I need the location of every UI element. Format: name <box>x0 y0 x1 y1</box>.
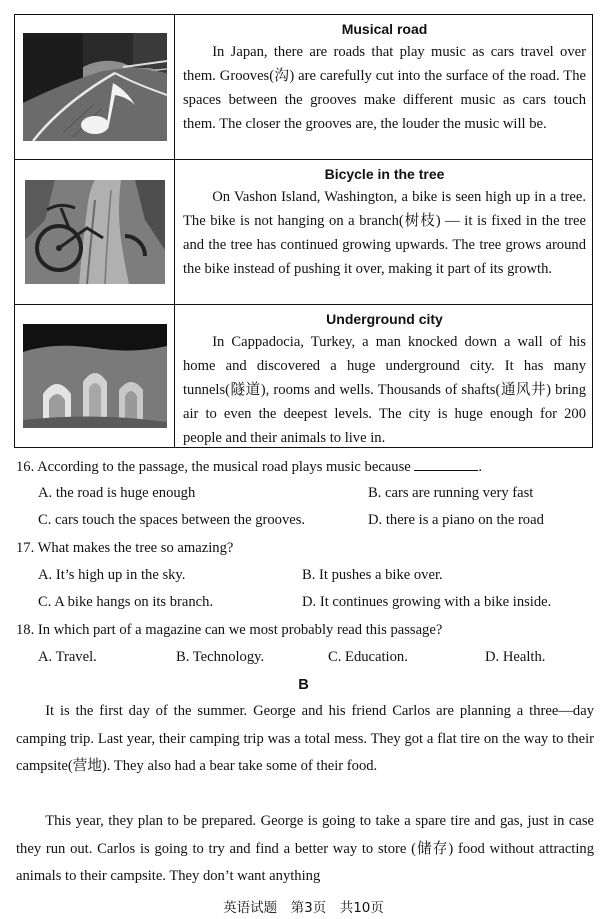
section-b-heading: B <box>298 677 309 693</box>
question-17-option-b[interactable]: B. It pushes a bike over. <box>302 567 443 583</box>
question-stem: 18. In which part of a magazine can we most probably read this passage? <box>16 622 443 638</box>
question-stem: 17. What makes the tree so amazing? <box>16 540 234 556</box>
item-title: Musical road <box>341 21 428 37</box>
page-footer: 英语试题 第3页 共10页 <box>223 900 384 916</box>
question-16 <box>16 458 482 476</box>
question-16-option-b[interactable]: B. cars are running very fast <box>368 485 534 501</box>
question-17-option-a[interactable]: A. It’s high up in the sky. <box>38 567 186 583</box>
item-description: On Vashon Island, Washington, a bike is seen high up in a tree. The bike is not hanging on a branch(树枝) — it is fixed in the tree and the tree has continued growing upwards. The tree grows around the bike instead of pushing it over, making it part of its growth. <box>183 189 586 277</box>
musical-road-photo <box>23 33 167 141</box>
question-17-option-c[interactable]: C. A bike hangs on its branch. <box>38 594 214 610</box>
section-b-paragraph-2: This year, they plan to be prepared. George is going to take a spare tire and gas, just in case they run out. Carlos is going to try and find a better way to store (储存) food without attracting animals to their campsite. They don’t want anything <box>16 813 594 884</box>
question-17-option-d[interactable]: D. It continues growing with a bike inside. <box>302 594 552 610</box>
question-18-option-d[interactable]: D. Health. <box>485 649 546 665</box>
table-row <box>15 160 592 305</box>
answer-blank[interactable] <box>414 458 478 471</box>
image-cell <box>15 305 175 447</box>
question-16-option-d[interactable]: D. there is a piano on the road <box>368 512 544 528</box>
item-description: In Cappadocia, Turkey, a man knocked down a wall of his home and discovered a huge underground city. It has many tunnels(隧道), rooms and wells. Thousands of shafts(通风井) bring air to even the deepest levels. The city is huge enough for 200 people and their animals to live in. <box>183 334 586 446</box>
item-text <box>175 160 592 304</box>
passage-a-table <box>14 14 593 448</box>
item-description: In Japan, there are roads that play music as cars travel over them. Grooves(沟) are carefully cut into the surface of the road. The spaces between the grooves make different music as cars touch them. The closer the grooves are, the louder the music will be. <box>183 44 586 132</box>
item-title: Bicycle in the tree <box>324 166 445 182</box>
question-stem-end: . <box>478 459 483 475</box>
section-b-paragraph-1: It is the first day of the summer. George and his friend Carlos are planning a three—day camping trip. Last year, their camping trip was a total mess. They got a flat tire on the way to their campsite(营地). They also had a bear take some of their food. <box>16 703 594 774</box>
image-cell <box>15 15 175 159</box>
bicycle-tree-photo <box>25 180 165 284</box>
item-text <box>175 15 592 159</box>
question-stem: 16. According to the passage, the musical road plays music because <box>16 459 411 475</box>
item-title: Underground city <box>326 311 443 327</box>
table-row <box>15 305 592 447</box>
underground-city-photo <box>23 324 167 428</box>
table-row <box>15 15 592 160</box>
question-18-option-c[interactable]: C. Education. <box>328 649 408 665</box>
question-18-option-b[interactable]: B. Technology. <box>176 649 265 665</box>
question-16-option-a[interactable]: A. the road is huge enough <box>38 485 196 501</box>
question-16-option-c[interactable]: C. cars touch the spaces between the grooves. <box>38 512 306 528</box>
question-18-option-a[interactable]: A. Travel. <box>38 649 97 665</box>
item-text <box>175 305 592 447</box>
question-17 <box>16 540 233 557</box>
question-18 <box>16 622 442 639</box>
image-cell <box>15 160 175 304</box>
